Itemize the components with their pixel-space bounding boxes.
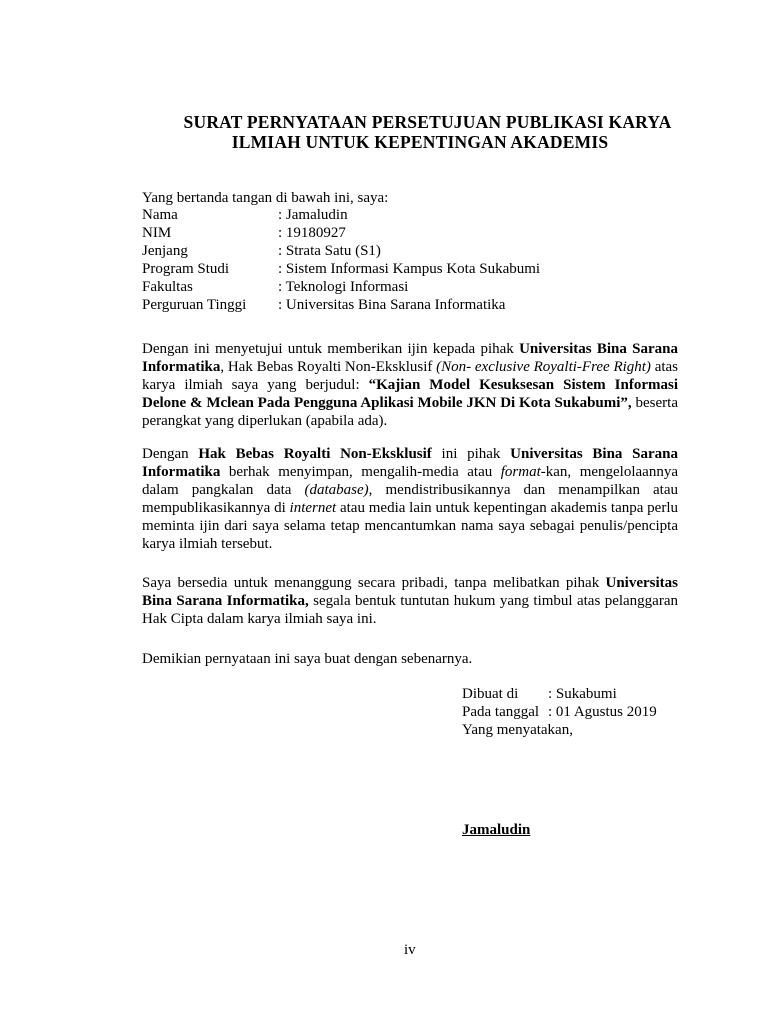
identity-label: Perguruan Tinggi — [142, 297, 247, 313]
stated-by-text: Yang menyatakan, — [462, 722, 573, 738]
closing-paragraph: Demikian pernyataan ini saya buat dengan sebenarnya. — [142, 651, 473, 667]
royalty-free-term: (Non- exclusive Royalti-Free Right) — [436, 359, 651, 375]
liability-text-2: segala bentuk tuntutan hukum yang timbul atas pelanggaran Hak Cipta dalam karya ilmiah saya ini. — [142, 593, 678, 627]
identity-row — [142, 224, 540, 242]
royalty-term: Hak Bebas Royalti Non-Eksklusif — [198, 446, 432, 462]
identity-value: : Jamaludin — [278, 207, 348, 223]
identity-label: Program Studi — [142, 261, 230, 277]
document-title-line-1: SURAT PERNYATAAN PERSETUJUAN PUBLIKASI KARYA — [183, 112, 672, 132]
university-name: Universitas Bina Sarana Informatika, — [142, 575, 678, 609]
date-row — [462, 703, 657, 721]
rights-text-4: -kan, mengelolaannya dalam pangkalan data — [142, 464, 678, 498]
internet-term: internet — [289, 500, 337, 516]
made-at-label: Dibuat di — [462, 686, 519, 702]
identity-table — [142, 206, 540, 314]
identity-label: Nama — [142, 207, 178, 223]
signature-details — [462, 685, 657, 721]
consent-text-1: Dengan ini menyetujui untuk memberikan ijin kepada pihak — [142, 341, 520, 357]
document-title-line-2: ILMIAH UNTUK KEPENTINGAN AKADEMIS — [231, 132, 609, 152]
consent-paragraph — [142, 340, 678, 430]
identity-value: : Universitas Bina Sarana Informatika — [278, 297, 506, 313]
date-value: : 01 Agustus 2019 — [548, 704, 657, 720]
university-name: Universitas Bina Sarana Informatika — [142, 341, 678, 375]
identity-value: : Sistem Informasi Kampus Kota Sukabumi — [278, 261, 541, 277]
consent-text-2: , Hak Bebas Royalti Non-Eksklusif — [220, 359, 437, 375]
rights-paragraph — [142, 445, 678, 553]
identity-row — [142, 260, 540, 278]
identity-value: : Teknologi Informasi — [278, 279, 409, 295]
rights-text-2: ini pihak — [431, 446, 511, 462]
identity-value: : 19180927 — [278, 225, 346, 241]
consent-text-4: beserta perangkat yang diperlukan (apabila ada). — [142, 395, 678, 429]
consent-text-3: atas karya ilmiah saya yang berjudul: — [142, 359, 679, 393]
rights-text-3: berhak menyimpan, mengalih-media atau — [220, 464, 501, 480]
database-term: (database) — [304, 482, 369, 498]
identity-row — [142, 278, 540, 296]
date-label: Pada tanggal — [462, 704, 540, 720]
identity-label: NIM — [142, 225, 172, 241]
identity-row — [142, 296, 540, 314]
identity-value: : Strata Satu (S1) — [278, 243, 381, 259]
identity-row — [142, 206, 540, 224]
rights-text-5: , mendistribusikannya dan menampilkan atau mempublikasikannya di — [142, 482, 678, 516]
intro-text: Yang bertanda tangan di bawah ini, saya: — [142, 190, 389, 206]
signature-block — [462, 685, 657, 739]
liability-paragraph — [142, 574, 678, 628]
rights-text-6: atau media lain untuk kepentingan akademis tanpa perlu meminta ijin dari saya selama tetap mencantumkan nama saya sebagai penulis/pencipta karya ilmiah tersebut. — [142, 500, 678, 552]
format-term: format — [500, 464, 541, 480]
identity-label: Fakultas — [142, 279, 193, 295]
liability-text-1: Saya bersedia untuk menanggung secara pribadi, tanpa melibatkan pihak — [142, 575, 606, 591]
signer-name: Jamaludin — [462, 822, 531, 838]
made-at-value: : Sukabumi — [548, 686, 617, 702]
identity-label: Jenjang — [142, 243, 188, 259]
page-number: iv — [404, 942, 416, 958]
rights-text-1: Dengan — [142, 446, 199, 462]
made-at-row — [462, 685, 657, 703]
university-name: Universitas Bina Sarana Informatika — [142, 446, 678, 480]
identity-row — [142, 242, 540, 260]
thesis-title: “Kajian Model Kesuksesan Sistem Informasi Delone & Mclean Pada Pengguna Aplikasi Mobile JKN Di Kota Sukabumi”, — [142, 377, 678, 411]
